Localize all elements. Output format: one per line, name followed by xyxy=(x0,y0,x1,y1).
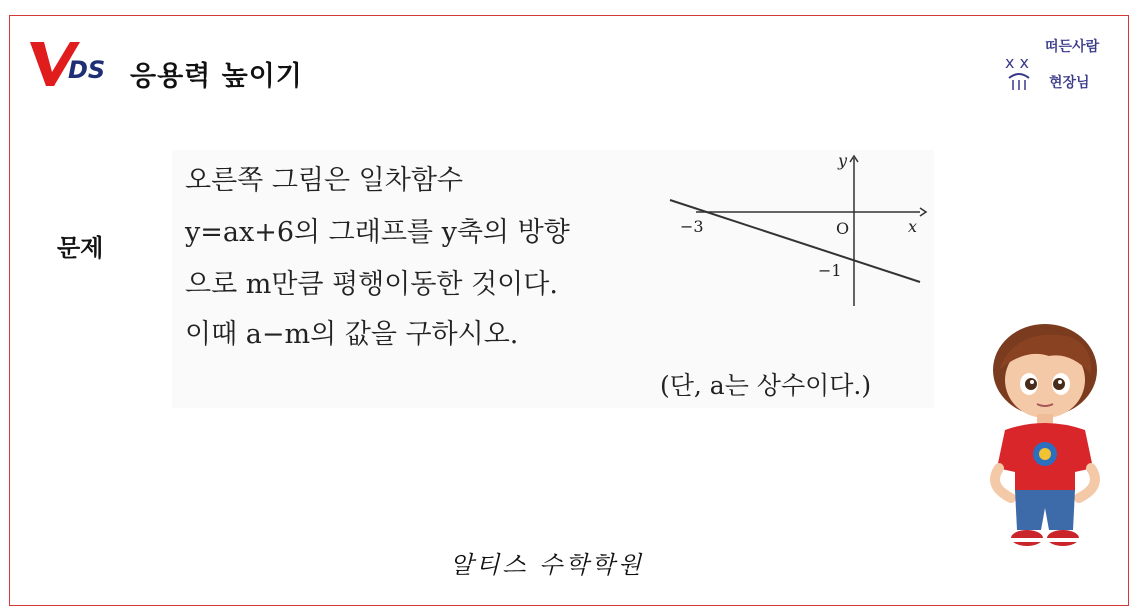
svg-text:x x: x x xyxy=(1005,53,1030,72)
x-intercept-label: −3 xyxy=(680,217,704,236)
stamp-text-top: 떠든사람 xyxy=(1045,39,1100,55)
boy-character-illustration xyxy=(975,318,1115,556)
page-title: 응용력 높이기 xyxy=(130,61,303,92)
problem-line-1: 오른쪽 그림은 일차함수 xyxy=(185,165,463,196)
problem-line-2: y=ax+6의 그래프를 y축의 방향 xyxy=(185,217,570,248)
origin-label: O xyxy=(836,219,850,238)
y-axis-label: y xyxy=(838,152,848,170)
academy-signature: 알티스 수학학원 xyxy=(450,551,644,579)
x-axis-label: x xyxy=(908,217,918,236)
problem-line-4: 이때 a−m의 값을 구하시오. xyxy=(185,319,519,350)
problem-line-3: 으로 m만큼 평행이동한 것이다. xyxy=(185,269,558,300)
x-axis-arrow xyxy=(920,208,926,216)
vds-logo xyxy=(28,38,123,88)
stamp-text-bottom: 현장님 xyxy=(1049,75,1090,91)
problem-label: 문제 xyxy=(57,234,104,262)
face-doodle-icon xyxy=(995,26,1045,104)
y-intercept-label: −1 xyxy=(818,261,842,280)
problem-condition: (단, a는 상수이다.) xyxy=(660,371,872,400)
svg-text:DS: DS xyxy=(68,56,106,84)
line-graph xyxy=(668,152,930,312)
teacher-stamp xyxy=(995,26,1117,104)
